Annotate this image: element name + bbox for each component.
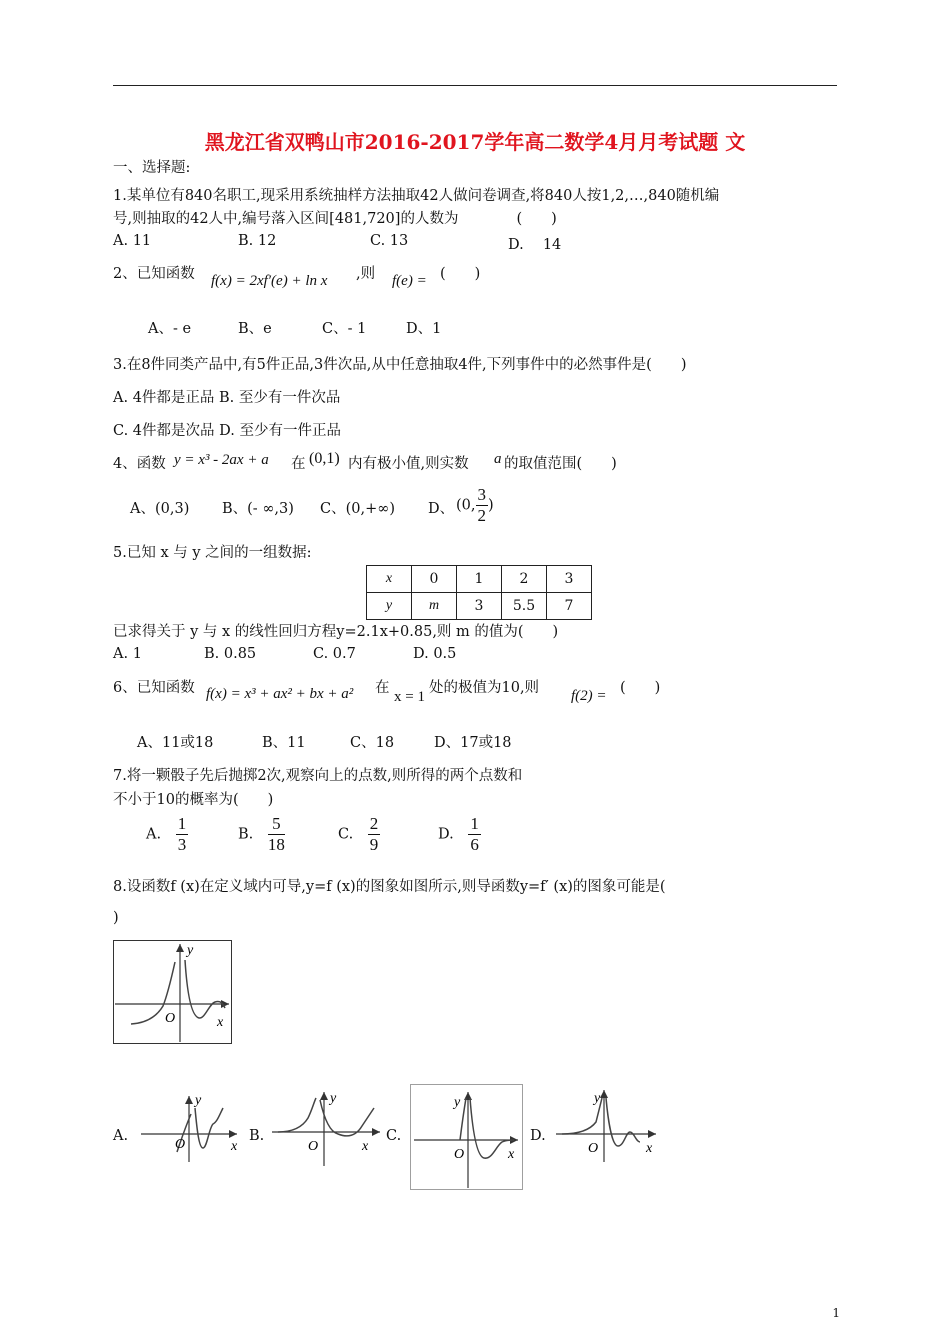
q2-option-b: B、e — [238, 321, 272, 337]
q8-option-a-label: A. — [113, 1128, 129, 1144]
axis-x-label: x — [217, 1015, 224, 1030]
q5-option-b: B. 0.85 — [204, 646, 257, 662]
q4-option-a: A、(0,3) — [130, 501, 190, 517]
axis-y-label: y — [330, 1091, 337, 1106]
q6-option-a: A、11或18 — [137, 735, 214, 751]
q7-line1: 7.将一颗骰子先后抛掷2次,观察向上的点数,则所得的两个点数和 — [113, 768, 523, 784]
q4-formula: y = x³ - 2ax + a — [174, 452, 269, 468]
origin-label: O — [588, 1141, 599, 1156]
axis-x-label: x — [362, 1139, 369, 1154]
q5-option-c: C. 0.7 — [313, 646, 356, 662]
q4-prefix: 4、函数 — [113, 456, 166, 472]
q4-suffix2: 的取值范围( ) — [504, 456, 617, 472]
q4-interval: (0,1) — [309, 450, 340, 467]
q6-formula: f(x) = x³ + ax² + bx + a² — [206, 686, 354, 702]
axis-y-label: y — [187, 943, 194, 958]
q6-mid: 在 — [375, 680, 390, 696]
q7-option-a: A. $\frac{1}{3}$ — [146, 814, 187, 854]
q3-stem: 3.在8件同类产品中,有5件正品,3件次品,从中任意抽取4件,下列事件中的必然事件是( ) — [113, 357, 687, 373]
q8-option-c-label: C. — [386, 1128, 402, 1144]
q8-option-a-graph — [133, 1090, 248, 1165]
origin-label: O — [308, 1139, 319, 1154]
q4-option-d-value: (0, $\frac{3}{2}$ ) — [456, 485, 494, 525]
axis-x-label: x — [646, 1141, 653, 1156]
q6-suffix: 处的极值为10,则 — [429, 680, 540, 696]
q8-option-c-graph — [410, 1084, 525, 1192]
q2-formula: f(x) = 2xf′(e) + ln x — [211, 273, 328, 289]
q6-option-c: C、18 — [350, 735, 395, 751]
table-row — [367, 593, 592, 620]
section-heading: 一、选择题: — [113, 160, 191, 176]
q7-option-b: B. $\frac{5}{18}$ — [238, 814, 285, 854]
q2-paren: ( ) — [440, 266, 481, 282]
q5-line2: 已求得关于 y 与 x 的线性回归方程y=2.1x+0.85,则 m 的值为( ) — [113, 624, 559, 640]
q1-line2: 号,则抽取的42人中,编号落入区间[481,720]的人数为 ( ) — [113, 211, 557, 227]
q8-option-b-graph — [268, 1088, 383, 1168]
q3-options-ab: A. 4件都是正品 B. 至少有一件次品 — [113, 390, 341, 406]
axis-y-label: y — [454, 1095, 461, 1110]
q5-stem: 5.已知 x 与 y 之间的一组数据: — [113, 545, 312, 561]
q3-options-cd: C. 4件都是次品 D. 至少有一件正品 — [113, 423, 341, 439]
function-graph — [113, 940, 233, 1044]
table-cell: 0 — [412, 566, 457, 593]
q5-option-d: D. 0.5 — [413, 646, 457, 662]
q4-suffix: 内有极小值,则实数 — [348, 456, 469, 472]
page-title: 黑龙江省双鸭山市2016-2017学年高二数学4月月考试题 文 — [204, 130, 746, 154]
q2-prefix: 2、已知函数 — [113, 266, 195, 282]
q8-option-d-graph — [552, 1084, 660, 1164]
table-cell: 3 — [457, 593, 502, 620]
table-row — [367, 566, 592, 593]
origin-label: O — [454, 1147, 465, 1162]
q8-line1: 8.设函数f (x)在定义域内可导,y=f (x)的图象如图所示,则导函数y=f′ (x)的图象可能是( — [113, 879, 666, 895]
q7-option-d: D. $\frac{1}{6}$ — [438, 814, 479, 854]
q1-option-c: C. 13 — [370, 233, 409, 249]
origin-label: O — [175, 1137, 186, 1152]
q8-option-b-label: B. — [249, 1128, 265, 1144]
axis-y-label: y — [594, 1091, 601, 1106]
q1-option-d: D. 14 — [508, 237, 562, 253]
header-rule — [113, 85, 837, 86]
q1-option-b: B. 12 — [238, 233, 277, 249]
axis-x-label: x — [231, 1139, 238, 1154]
q8-option-d-label: D. — [530, 1128, 546, 1144]
q6-option-b: B、11 — [262, 735, 306, 751]
data-table — [366, 565, 592, 620]
table-cell: 7 — [547, 593, 592, 620]
table-cell: x — [367, 566, 412, 593]
q2-option-c: C、- 1 — [322, 321, 367, 337]
table-cell: 1 — [457, 566, 502, 593]
page-number: 1 — [832, 1306, 840, 1320]
q2-option-a: A、- e — [148, 321, 192, 337]
q6-at: x = 1 — [394, 689, 425, 705]
q4-option-c: C、(0,+∞) — [320, 501, 395, 517]
q4-option-d: D、 — [428, 501, 455, 517]
q6-option-d: D、17或18 — [434, 735, 512, 751]
q6-prefix: 6、已知函数 — [113, 680, 195, 696]
table-cell: 3 — [547, 566, 592, 593]
table-cell: 2 — [502, 566, 547, 593]
q2-option-d: D、1 — [406, 321, 442, 337]
q1-option-a: A. 11 — [113, 233, 152, 249]
q2-ask: f(e) = — [392, 273, 427, 289]
q4-mid: 在 — [291, 456, 306, 472]
axis-x-label: x — [508, 1147, 515, 1162]
q1-line1: 1.某单位有840名职工,现采用系统抽样方法抽取42人做问卷调查,将840人按1,2,…,840随机编 — [113, 188, 720, 204]
table-cell: 5.5 — [502, 593, 547, 620]
axis-y-label: y — [195, 1093, 202, 1108]
origin-label: O — [165, 1011, 176, 1026]
q7-option-c: C. $\frac{2}{9}$ — [338, 814, 379, 854]
q6-ask: f(2) = — [571, 688, 607, 704]
table-cell: m — [412, 593, 457, 620]
q8-line2: ) — [113, 910, 119, 926]
q5-option-a: A. 1 — [113, 646, 142, 662]
q4-option-b: B、(- ∞,3) — [222, 501, 294, 517]
table-cell: y — [367, 593, 412, 620]
q2-mid: ,则 — [356, 266, 376, 282]
q4-var: a — [494, 451, 502, 467]
q7-line2: 不小于10的概率为( ) — [113, 792, 274, 808]
q6-paren: ( ) — [620, 680, 661, 696]
